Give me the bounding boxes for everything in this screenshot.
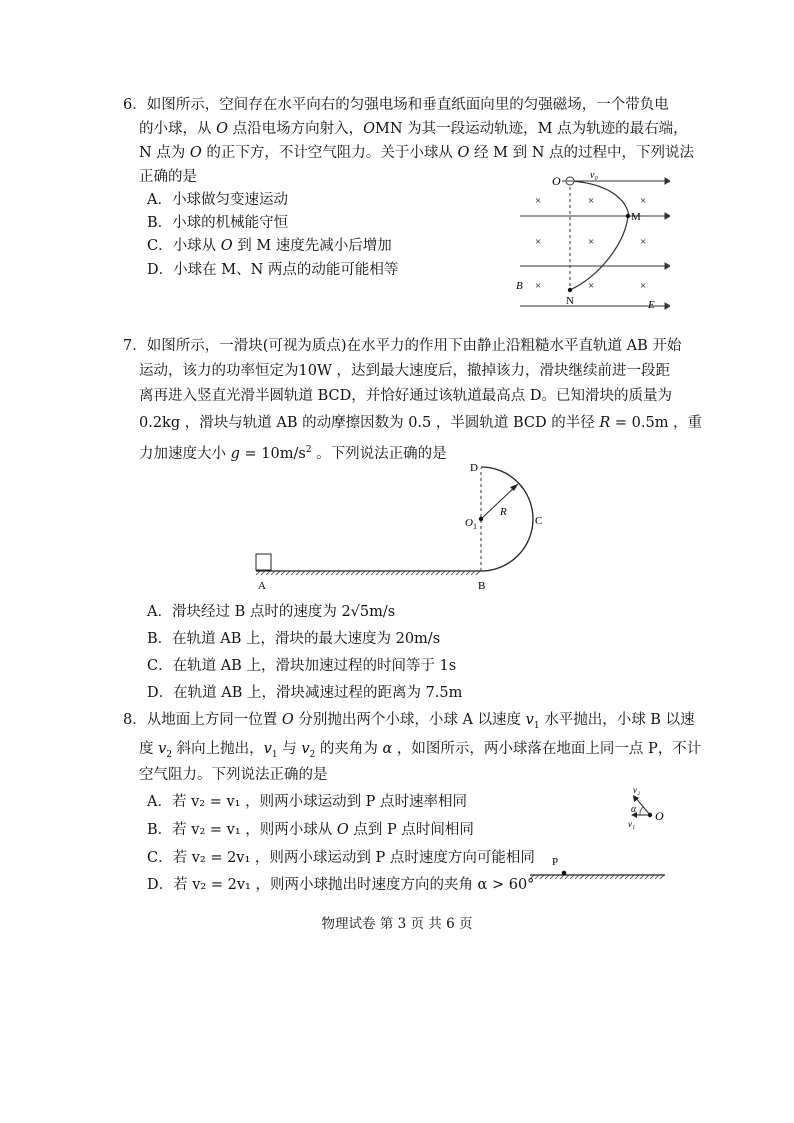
q6-fig-label-b: B (516, 280, 523, 292)
q6-option-a: A．小球做匀变速运动 (147, 192, 288, 208)
q6-line-1: 6．如图所示，空间存在水平向右的匀强电场和垂直纸面向里的匀强磁场，一个带负电 (123, 97, 669, 113)
q8-figure (528, 780, 668, 885)
q8-option-b: B．若 v₂ = v₁ ，则两小球从 O 点到 P 点时间相同 (147, 822, 474, 838)
q8-fig-label-p: P (552, 856, 559, 868)
q7-line-1: 7．如图所示，一滑块(可视为质点)在水平力的作用下由静止沿粗糙水平直轨道 AB 开始 (123, 338, 682, 354)
q7-fig-label-o1: $O_1$ (465, 517, 477, 531)
q7-line-3: 离再进入竖直光滑半圆轨道 BCD，并恰好通过该轨道最高点 D。已知滑块的质量为 (139, 388, 672, 404)
q7-line-4: 0.2kg ，滑块与轨道 AB 的动摩擦因数为 0.5 ，半圆轨道 BCD 的半径 R = 0.5m ，重 (139, 415, 703, 431)
q6-fig-label-v0: v₀ (590, 170, 598, 181)
q7-option-a: A．滑块经过 B 点时的速度为 2√5m/s (147, 604, 396, 620)
q7-fig-label-c: C (535, 515, 543, 527)
q7-line-5: 力加速度大小 $g = 10m/s^2$ 。下列说法正确的是 (139, 445, 447, 462)
q6-fig-label-o: O (552, 174, 561, 188)
q8-fig-label-v2: v₂ (633, 785, 641, 795)
q8-fig-label-o: O (655, 809, 664, 823)
q6-line-4: 正确的是 (139, 169, 197, 185)
q8-fig-label-alpha: α (631, 804, 637, 815)
cross-mark: × (535, 195, 542, 207)
q6-fig-label-n: N (566, 295, 574, 307)
q7-fig-label-b: B (478, 580, 486, 592)
q7-fig-label-r: R (500, 506, 507, 518)
cross-mark: × (640, 236, 647, 248)
cross-mark: × (535, 280, 542, 292)
q7-fig-label-a: A (258, 580, 266, 592)
q7-option-c: C．在轨道 AB 上，滑块加速过程的时间等于 1s (147, 658, 457, 674)
q6-fig-label-e: E (648, 299, 655, 310)
q7-figure (248, 458, 558, 598)
q6-line-3: N 点为 O 的正下方，不计空气阻力。关于小球从 O 经 M 到 N 点的过程中，下列说法 (139, 145, 694, 161)
q7-fig-label-d: D (470, 462, 478, 474)
q6-option-d: D．小球在 M、N 两点的动能可能相等 (147, 262, 399, 278)
q6-option-c: C．小球从 O 到 M 速度先减小后增加 (147, 238, 392, 254)
q8-line-2: 度 $v_2$ 斜向上抛出，$v_1$ 与 $v_2$ 的夹角为 α ，如图所示，两小球落在地面上同一点 P，不计 (139, 741, 702, 760)
cross-mark: × (588, 280, 595, 292)
q8-option-c: C．若 v₂ = 2v₁ ，则两小球运动到 P 点时速度方向可能相同 (147, 850, 535, 866)
q7-line-2: 运动，该力的功率恒定为10W ，达到最大速度后，撤掉该力，滑块继续前进一段距 (139, 363, 670, 379)
q8-fig-label-v1: v₁ (628, 819, 636, 829)
q6-line-2: 的小球，从 O 点沿电场方向射入，OMN 为其一段运动轨迹，M 点为轨迹的最右端， (139, 121, 688, 137)
cross-mark: × (640, 195, 647, 207)
q8-line-3: 空气阻力。下列说法正确的是 (139, 767, 328, 783)
q7-option-b: B．在轨道 AB 上，滑块的最大速度为 20m/s (147, 631, 441, 647)
q7-option-d: D．在轨道 AB 上，滑块减速过程的距离为 7.5m (147, 685, 463, 701)
cross-mark: × (535, 236, 542, 248)
q6-figure (510, 168, 670, 310)
cross-mark: × (640, 280, 647, 292)
q6-option-b: B．小球的机械能守恒 (147, 215, 289, 231)
q8-option-d: D．若 v₂ = 2v₁ ，则两小球抛出时速度方向的夹角 α > 60° (147, 877, 535, 893)
q6-fig-label-m: M (631, 211, 641, 223)
cross-mark: × (588, 195, 595, 207)
q8-line-1: 8．从地面上方同一位置 O 分别抛出两个小球，小球 A 以速度 $v_1$ 水平抛出，小球 B 以速 (123, 712, 695, 731)
q8-option-a: A．若 v₂ = v₁ ，则两小球运动到 P 点时速率相同 (147, 794, 468, 810)
page-footer: 物理试卷 第 3 页 共 6 页 (321, 916, 473, 932)
cross-mark: × (588, 236, 595, 248)
